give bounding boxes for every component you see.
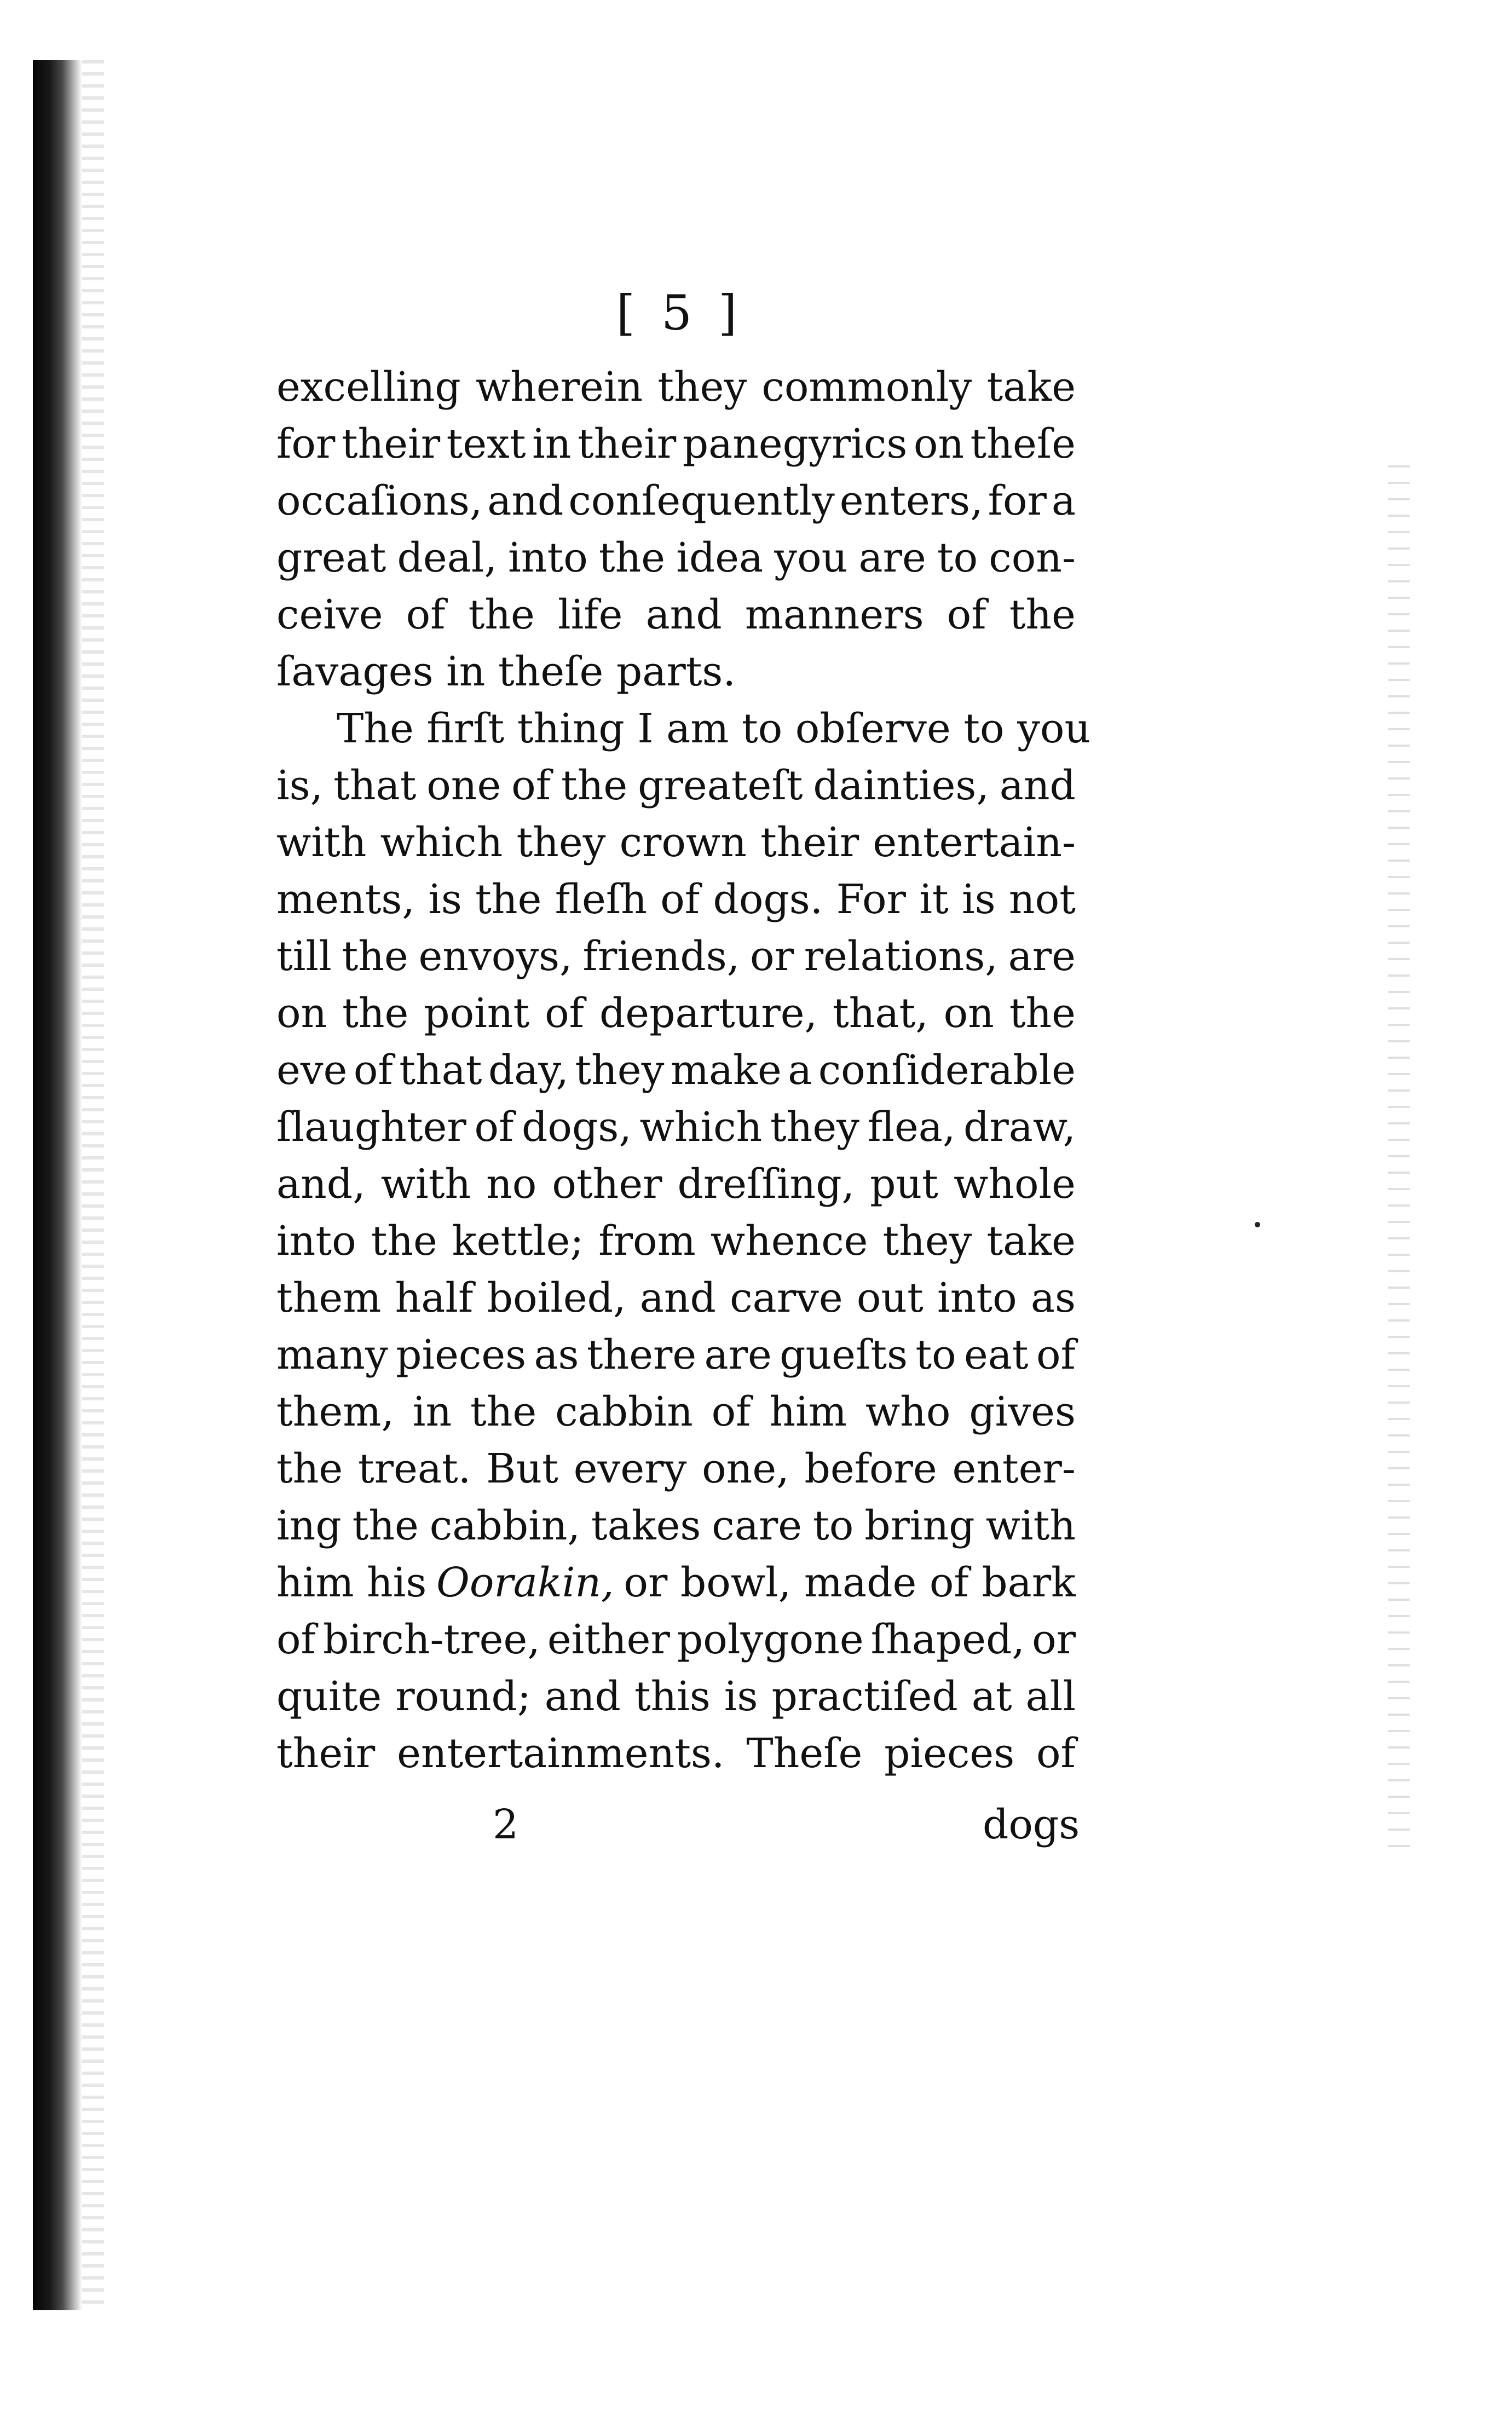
word: gives [969, 1388, 1076, 1435]
text-line [276, 1270, 1076, 1326]
word: either [547, 1616, 670, 1663]
word: envoys, [418, 933, 573, 980]
text-line [276, 1497, 1076, 1554]
catchword: dogs [983, 1801, 1080, 1848]
text-line [276, 416, 1076, 472]
word: draw, [963, 1104, 1076, 1151]
word: ments, [276, 876, 415, 923]
word: or [750, 933, 794, 980]
word: which [380, 819, 503, 866]
word: the [598, 534, 666, 581]
word: it [919, 876, 949, 923]
word: to [915, 1331, 956, 1378]
word: them [276, 1274, 382, 1322]
word: is [724, 1673, 758, 1720]
text-line [276, 359, 1076, 416]
text-line [276, 1725, 1076, 1782]
page-header [0, 285, 1512, 341]
word: that [333, 762, 417, 809]
word: the [371, 1218, 437, 1265]
text-fragment: him his [276, 1559, 427, 1606]
word: of [1036, 1730, 1076, 1777]
word: on [913, 420, 965, 468]
word: pieces [396, 1331, 527, 1378]
word: text [446, 420, 526, 468]
word: entertain- [873, 819, 1076, 866]
text-line [276, 1668, 1076, 1725]
word: takes [591, 1502, 701, 1549]
text-line [276, 1440, 1076, 1497]
word: eve [276, 1047, 348, 1094]
word: cabbin [555, 1388, 693, 1435]
word: half [395, 1274, 474, 1322]
text-line [276, 1383, 1076, 1440]
word: no [486, 1161, 537, 1208]
word: idea [676, 534, 764, 581]
word: they [657, 364, 747, 411]
word: the [342, 990, 409, 1037]
word: friends, [582, 933, 740, 980]
word: manners [745, 591, 924, 638]
word: they [770, 1104, 859, 1151]
word: that, [832, 990, 928, 1037]
text-line [276, 1099, 1076, 1156]
word: from [598, 1218, 696, 1265]
word: them, [276, 1388, 394, 1435]
text-line [276, 1326, 1076, 1383]
word: ceive [276, 591, 383, 638]
word: of [1036, 1331, 1076, 1378]
word: their [276, 1730, 376, 1777]
word: or [1032, 1616, 1076, 1663]
word: with [380, 1161, 471, 1208]
word: of [947, 591, 986, 638]
word: and [999, 762, 1076, 809]
word: many [276, 1331, 388, 1378]
word: enter- [952, 1445, 1076, 1492]
word: commonly [761, 364, 972, 411]
word: of [406, 591, 446, 638]
word: the [1009, 990, 1076, 1037]
word: panegyrics [682, 420, 908, 468]
word: the [468, 591, 535, 638]
word: of [511, 762, 551, 809]
word: entertainments. [397, 1730, 725, 1777]
word: crown [619, 819, 747, 866]
word: ſhaped, [870, 1616, 1025, 1663]
word: care [712, 1502, 803, 1549]
word: in [412, 1388, 452, 1435]
word: But [486, 1445, 558, 1492]
word: their [577, 420, 677, 468]
word: relations, [804, 933, 998, 980]
word: their [341, 420, 441, 468]
word: dogs. [713, 876, 823, 923]
word: conſequently [568, 477, 835, 524]
word: that [399, 1047, 482, 1094]
word: into [508, 534, 588, 581]
word: they [575, 1047, 665, 1094]
word: are [1008, 933, 1076, 980]
word: on [276, 990, 327, 1037]
word: conſiderable [818, 1047, 1076, 1094]
word: pieces [884, 1730, 1015, 1777]
word: enters, [839, 477, 983, 524]
word: the [352, 1502, 419, 1549]
page-number: [ 5 ] [616, 285, 743, 341]
word: bring [864, 1502, 975, 1549]
word: Theſe [746, 1730, 863, 1777]
word: are [704, 1331, 772, 1378]
word: excelling [276, 364, 461, 411]
word: a [1051, 477, 1076, 524]
word: birch-tree, [323, 1616, 540, 1663]
word: round; [395, 1673, 531, 1720]
text-line [276, 1042, 1076, 1099]
word: cabbin, [429, 1502, 580, 1549]
word: the [276, 1445, 343, 1492]
word: not [1008, 876, 1076, 923]
word: whence [710, 1218, 868, 1265]
word: dogs, [522, 1104, 632, 1151]
word: con- [989, 534, 1076, 581]
word: point [424, 990, 530, 1037]
word: is [428, 876, 462, 923]
word: the [1009, 591, 1076, 638]
word: make [670, 1047, 782, 1094]
word: to [937, 534, 978, 581]
text-line [276, 586, 1076, 643]
word: eat [963, 1331, 1029, 1378]
word: of [660, 876, 700, 923]
word: into [276, 1218, 356, 1265]
word: before [804, 1445, 937, 1492]
word: who [865, 1388, 951, 1435]
word: they [882, 1218, 972, 1265]
word: life [557, 591, 623, 638]
word: one [426, 762, 501, 809]
word: to [812, 1502, 854, 1549]
word: of [545, 990, 585, 1037]
word: into [937, 1274, 1017, 1322]
word: of [353, 1047, 393, 1094]
word: with [276, 819, 367, 866]
text-line [276, 814, 1076, 871]
text-line [276, 871, 1076, 928]
text-line [276, 757, 1076, 814]
right-edge-noise [1388, 465, 1410, 1850]
word: is, [276, 762, 324, 809]
word: ing [276, 1502, 342, 1549]
word: kettle; [452, 1218, 584, 1265]
word: take [986, 364, 1076, 411]
text-line [276, 529, 1076, 586]
word: in [532, 420, 572, 468]
word: and [645, 591, 722, 638]
word: which [639, 1104, 763, 1151]
word: greateſt [638, 762, 803, 809]
word: wherein [475, 364, 643, 411]
text-line [276, 1156, 1076, 1213]
word: quite [276, 1673, 382, 1720]
word: take [986, 1218, 1076, 1265]
word: all [1025, 1673, 1076, 1720]
word: dreſſing, [677, 1161, 855, 1208]
word: they [516, 819, 606, 866]
word: of [276, 1616, 316, 1663]
signature-mark: 2 [493, 1801, 519, 1848]
word: polygone [677, 1616, 864, 1663]
word: is [961, 876, 996, 923]
word: one, [702, 1445, 789, 1492]
text-fragment: or bowl, made of bark [624, 1559, 1076, 1606]
word: and [544, 1673, 621, 1720]
binding-gutter-shadow [33, 60, 82, 2310]
word: the [470, 1388, 537, 1435]
binding-gutter-texture [82, 60, 104, 2310]
word: every [573, 1445, 687, 1492]
word: departure, [599, 990, 818, 1037]
word: deal, [397, 534, 498, 581]
word: fleſh [555, 876, 647, 923]
word: their [760, 819, 859, 866]
word: great [276, 534, 386, 581]
body-text [276, 359, 1091, 1782]
word: as [1030, 1274, 1076, 1322]
text-line: The firſt thing I am to obſerve to you [337, 705, 1091, 752]
word: and [639, 1274, 716, 1322]
word: are [858, 534, 926, 581]
word: day, [488, 1047, 569, 1094]
text-line: ſavages in theſe parts. [276, 648, 736, 695]
text-line [276, 472, 1076, 529]
word: the [561, 762, 628, 809]
text-line [276, 985, 1076, 1042]
text-line [276, 1611, 1076, 1668]
word: other [552, 1161, 662, 1208]
word: of [474, 1104, 514, 1151]
text-line [276, 928, 1076, 985]
word: this [634, 1673, 711, 1720]
word: and [487, 477, 564, 524]
word: boiled, [487, 1274, 626, 1322]
word: dainties, [813, 762, 989, 809]
word: whole [953, 1161, 1076, 1208]
text-line [276, 1213, 1076, 1270]
word: for [276, 420, 336, 468]
word: with [985, 1502, 1076, 1549]
italic-term: Oorakin, [436, 1559, 614, 1606]
word: out [856, 1274, 924, 1322]
word: as [534, 1331, 579, 1378]
word: there [586, 1331, 697, 1378]
ink-speck [1255, 1222, 1260, 1227]
word: till [276, 933, 332, 980]
word: of [711, 1388, 751, 1435]
word: treat. [358, 1445, 471, 1492]
word: and, [276, 1161, 366, 1208]
word: theſe [970, 420, 1076, 468]
word: a [788, 1047, 812, 1094]
word: for [988, 477, 1047, 524]
word: on [943, 990, 994, 1037]
word: For [836, 876, 906, 923]
word: gueſts [780, 1331, 908, 1378]
text-line-with-italic [276, 1554, 1076, 1611]
word: you [774, 534, 848, 581]
word: carve [730, 1274, 843, 1322]
word: flea, [867, 1104, 956, 1151]
word: ſlaughter [276, 1104, 466, 1151]
word: practiſed [771, 1673, 958, 1720]
word: occaſions, [276, 477, 483, 524]
word: the [475, 876, 542, 923]
word: at [971, 1673, 1012, 1720]
word: put [870, 1161, 938, 1208]
word: the [342, 933, 408, 980]
word: him [769, 1388, 847, 1435]
